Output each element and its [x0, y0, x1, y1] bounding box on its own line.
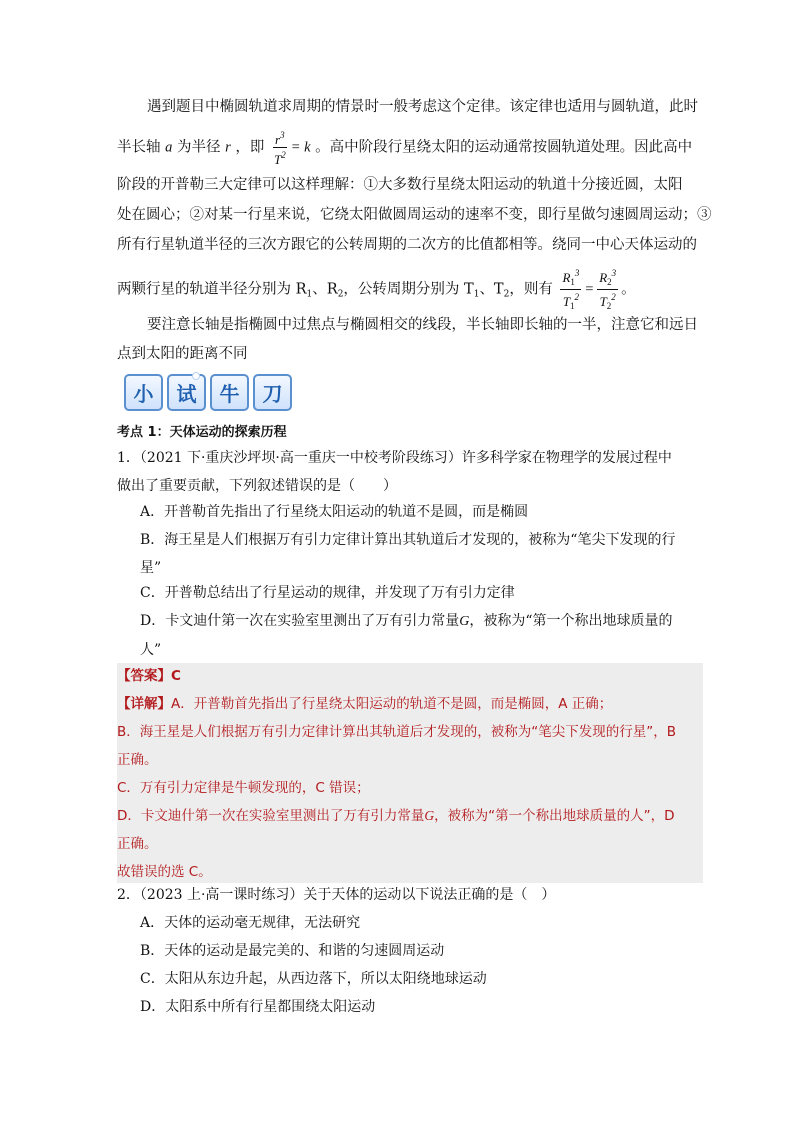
banner-tile: 刀 [253, 374, 292, 411]
equals-k: = k [290, 139, 311, 156]
answer-value: C [171, 668, 181, 684]
question-1-stem: 1．（2021 下·重庆沙坪坝·高一重庆一中校考阶段练习）许多科学家在物理学的发展过程中 做出了重要贡献，下列叙述错误的是（ ） [117, 450, 672, 494]
ratio-fraction-2: $\frac{R_2^3}{T_2^2}$ [599, 268, 617, 311]
intro-paragraph-1-rest: 阶段的开普勒三大定律可以这样理解：①大多数行星绕太阳运动的轨道十分接近圆，太阳 处在圆心；②对某一行星来说，它绕太阳做圆周运动的速率不变，即行星做匀速圆周运动；③ 所有行星轨道半径的三次方跟它的公转周期的二次方的比值都相等。绕同一中心天体运动的 [117, 177, 712, 253]
question-1-option-c: C．开普勒总结出了行星运动的规律，并发现了万有引力定律 [140, 585, 515, 601]
question-2-stem: 2．（2023 上·高一课时练习）关于天体的运动以下说法正确的是（ ） [117, 887, 556, 903]
question-1-option-d: D．卡文迪什第一次在实验室里测出了万有引力常量G，被称为“第一个称出地球质量的 人” [140, 613, 673, 658]
intro-paragraph-2-cont: 点到太阳的距离不同 [117, 346, 248, 362]
intro-paragraph-1-cont [117, 128, 693, 167]
section-heading: 考点 1：天体运动的探索历程 [117, 425, 287, 440]
ratio-fraction-1: $\frac{R_1^3}{T_1^2}$ [562, 268, 580, 311]
question-2-option-b: B．天体的运动是最完美的、和谐的匀速圆周运动 [140, 943, 445, 959]
question-1-option-a: A．开普勒首先指出了行星绕太阳运动的轨道不是圆，而是椭圆 [140, 504, 529, 520]
banner-tile: 试 [167, 374, 206, 411]
intro-paragraph-2: 要注意长轴是指椭圆中过焦点与椭圆相交的线段，半长轴即长轴的一半，注意它和远日 [147, 317, 698, 333]
intro-paragraph-1 [117, 92, 698, 122]
section-banner [124, 374, 292, 411]
question-2-option-d: D．太阳系中所有行星都围绕太阳运动 [140, 999, 376, 1015]
banner-tile: 小 [124, 374, 163, 411]
question-2-option-c: C．太阳从东边升起，从西边落下，所以太阳绕地球运动 [140, 971, 487, 987]
intro-line: 遇到题目中椭圆轨道求周期的情景时一般考虑这个定律。该定律也适用与圆轨道，此时 [147, 99, 698, 115]
intro-paragraph-1-ratio: 两颗行星的轨道半径分别为 $R_1$、$R_2$，公转周期分别为 $T_1$、$T_2$，则有 $\frac{R_1^3}{T_1^2}$ = $\frac{R_2^3}{T_2^2}$ 。 [117, 268, 636, 311]
sparkle-icon [192, 372, 200, 380]
question-2-option-a: A．天体的运动毫无规律，无法研究 [140, 915, 361, 931]
kepler-third-law-fraction: $\frac{r^3}{T^2}$ [273, 130, 286, 167]
banner-tile: 牛 [210, 374, 249, 411]
question-1-option-b: B．海王星是人们根据万有引力定律计算出其轨道后才发现的，被称为“笔尖下发现的行 星” [140, 532, 676, 576]
answer-section: 【答案】C 【详解】A．开普勒首先指出了行星绕太阳运动的轨道不是圆，而是椭圆，A 正确； B．海王星是人们根据万有引力定律计算出其轨道后才发现的，被称为“笔尖下发现的行星”，B 正确。 C．万有引力定律是牛顿发现的，C 错误； D．卡文迪什第一次在实验室里测出了万有引力常量G，被称为“第一个称出地球质量的人”，D 正确。 故错误的选 C。 [117, 668, 677, 880]
intro-line-formula: 半长轴 a 为半径 r ，即 $\frac{r^3}{T^2}$ = k 。高中阶段行星绕太阳的运动通常按圆轨道处理。因此高中 [117, 130, 693, 167]
